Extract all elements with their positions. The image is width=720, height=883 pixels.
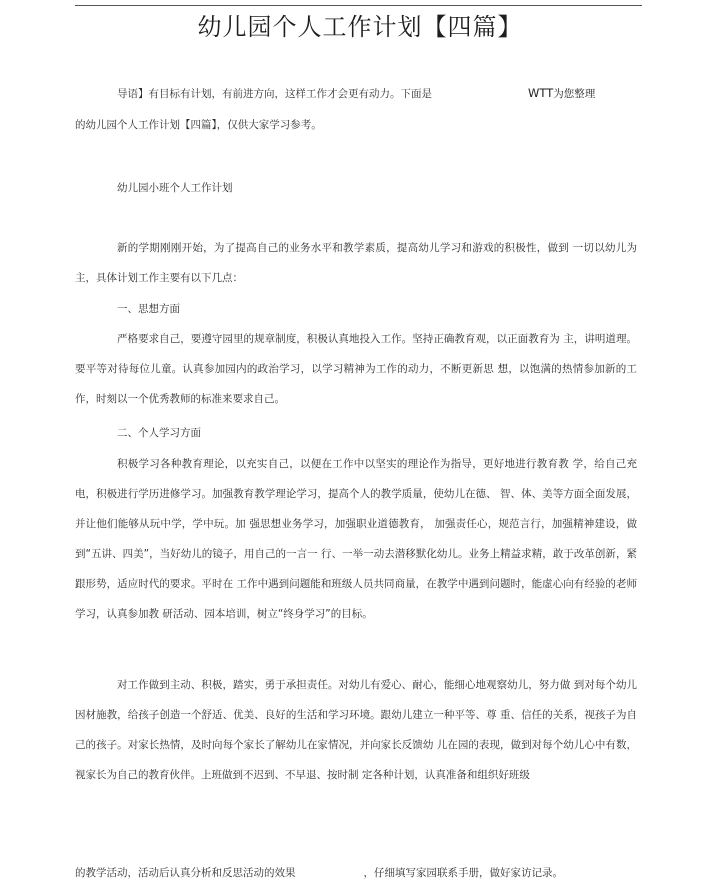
intro-line-1 — [75, 87, 432, 101]
top-rule — [75, 5, 642, 6]
paragraph-thought: 严格要求自己，要遵守园里的规章制度，积极认真地投入工作。坚持正确教育观，以正面教育为 主，讲明道理。要平等对待每位儿童。认真参加园内的政治学习，以学习精神为工作的动力，不断更新思 想，以饱满的热情参加新的工作，时刻以一个优秀教师的标准来要求自己。 — [75, 333, 637, 405]
paragraph-intro: 新的学期刚刚开始，为了提高自己的业务水平和教学素质，提高幼儿学习和游戏的积极性，做到 一切以幼儿为主，具体计划工作主要有以下几点： — [75, 242, 637, 284]
author-name: WTT — [528, 86, 554, 100]
heading-study: 二、个人学习方面 — [117, 427, 201, 439]
heading-thought: 一、思想方面 — [117, 303, 180, 315]
paragraph-study: 积极学习各种教育理论，以充实自己，以便在工作中以坚实的理论作为指导，更好地进行教育教 学，给自己充电，积极进行学历进修学习。加强教育教学理论学习，提高个人的教学质量，使幼儿在德、 智、体、美等方面全面发展，并让他们能够从玩中学，学中玩。加 强思想业务学习，加强职业道德教育， 加强责任心，规范言行，加强精神建设，做到“五讲、四美”，当好幼儿的镜子，用自己的一言一 行、一举一动去潜移默化幼儿。业务上精益求精，敢于改革创新，紧跟形势，适应时代的要求。平时在 工作中遇到问题能和班级人员共同商量，在教学中遇到问题时，能虚心向有经验的老师学习，认真参加教 研活动、园本培训，树立“终身学习”的目标。 — [75, 458, 637, 620]
last-line-a: 的教学活动，活动后认真分析和反思活动的效果 — [75, 867, 296, 879]
author-tag — [528, 86, 595, 101]
section-title: 幼儿园小班个人工作计划 — [117, 182, 233, 194]
page-title: 幼儿园个人工作计划【四篇】 — [197, 13, 523, 41]
intro-text: 导语】有目标有计划，有前进方向，这样工作才会更有动力。下面是 — [117, 88, 432, 100]
last-line — [75, 866, 563, 880]
intro-suffix: 为您整理 — [553, 88, 596, 100]
paragraph-work: 对工作做到主动、积极，踏实，勇于承担责任。对幼儿有爱心、耐心，能细心地观察幼儿，努力做 到对每个幼儿因材施教，给孩子创造一个舒适、优美、良好的生活和学习环境。跟幼儿建立一种平等、尊 重、信任的关系，视孩子为自己的孩子。对家长热情，及时向每个家长了解幼儿在家情况，并向家长反馈幼 儿在园的表现，做到对每个幼儿心中有数，视家长为自己的教育伙伴。上班做到不迟到、不早退、按时制 定各种计划，认真准备和组织好班级 — [75, 679, 637, 781]
intro-line-2: 的幼儿园个人工作计划【四篇】，仅供大家学习参考。 — [75, 119, 322, 131]
last-line-b: ，仔细填写家园联系手册，做好家访记录。 — [363, 867, 563, 879]
